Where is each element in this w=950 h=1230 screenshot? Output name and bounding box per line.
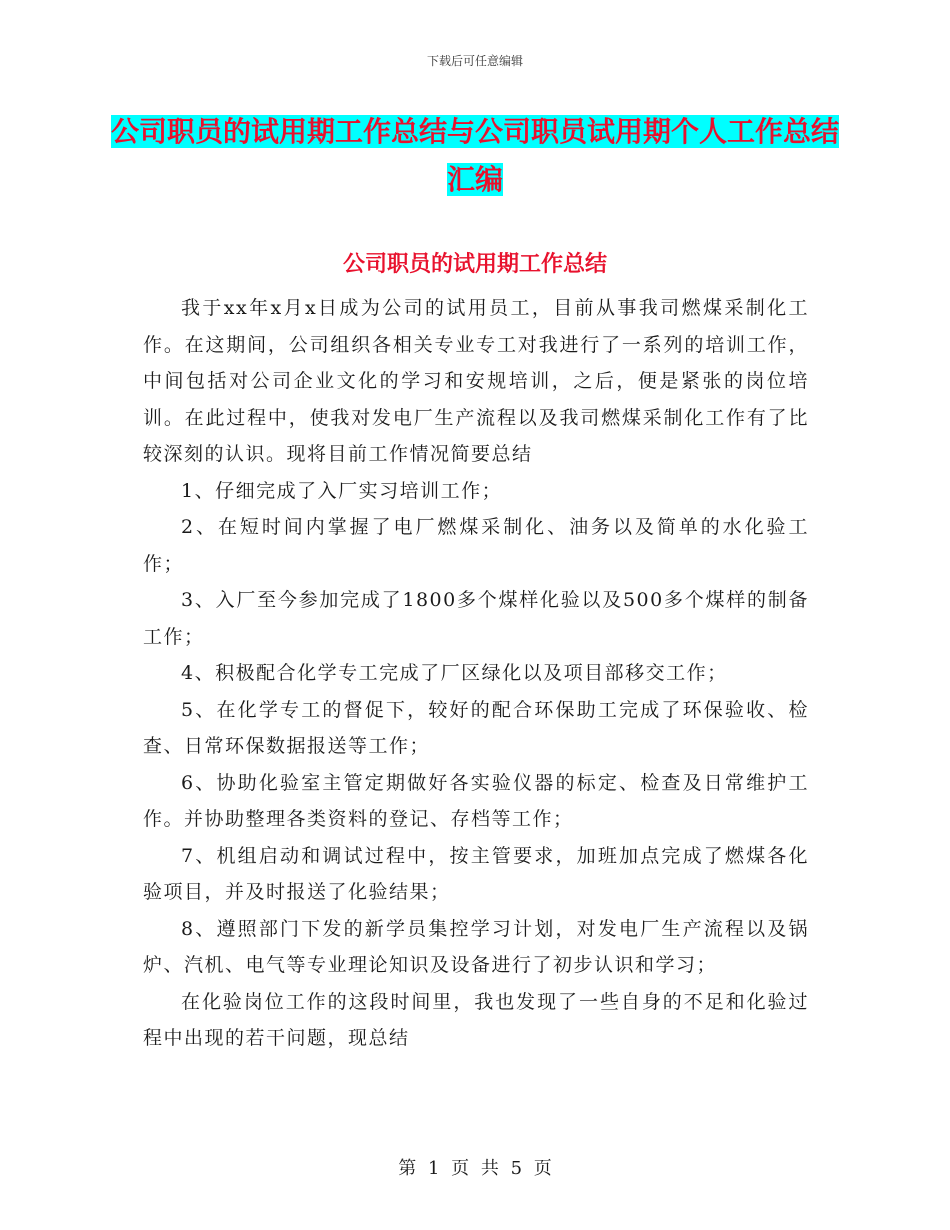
document-title	[100, 108, 850, 204]
header-note: 下载后可任意编辑	[426, 54, 523, 68]
page-footer: 第 1 页 共 5 页	[398, 1158, 552, 1179]
list-item: 4、积极配合化学专工完成了厂区绿化以及项目部移交工作；	[181, 662, 728, 684]
list-item: 7、机组启动和调试过程中，按主管要求，加班加点完成了燃煤各化验项目，并及时报送了化验结果；	[143, 844, 809, 903]
section-title: 公司职员的试用期工作总结	[342, 252, 607, 277]
document-title-text: 公司职员的试用期工作总结与公司职员试用期个人工作总结汇编	[110, 115, 839, 196]
list-item: 2、在短时间内掌握了电厂燃煤采制化、油务以及简单的水化验工作；	[143, 516, 809, 575]
paragraph: 我于xx年x月x日成为公司的试用员工，目前从事我司燃煤采制化工作。在这期间，公司组织各相关专业专工对我进行了一系列的培训工作，中间包括对公司企业文化的学习和安规培训，之后，便是紧张的岗位培训。在此过程中，使我对发电厂生产流程以及我司燃煤采制化工作有了比较深刻的认识。现将目前工作情况简要总结	[143, 297, 809, 465]
list-item: 3、入厂至今参加完成了1800多个煤样化验以及500多个煤样的制备工作；	[143, 589, 809, 648]
body-text	[143, 290, 809, 1057]
list-item: 5、在化学专工的督促下，较好的配合环保助工完成了环保验收、检查、日常环保数据报送等工作；	[143, 698, 809, 757]
list-item: 6、协助化验室主管定期做好各实验仪器的标定、检查及日常维护工作。并协助整理各类资料的登记、存档等工作；	[143, 771, 809, 830]
list-item: 8、遵照部门下发的新学员集控学习计划，对发电厂生产流程以及锅炉、汽机、电气等专业理论知识及设备进行了初步认识和学习；	[143, 917, 809, 976]
list-item: 1、仔细完成了入厂实习培训工作；	[181, 479, 503, 502]
paragraph: 在化验岗位工作的这段时间里，我也发现了一些自身的不足和化验过程中出现的若干问题，现总结	[143, 990, 809, 1049]
